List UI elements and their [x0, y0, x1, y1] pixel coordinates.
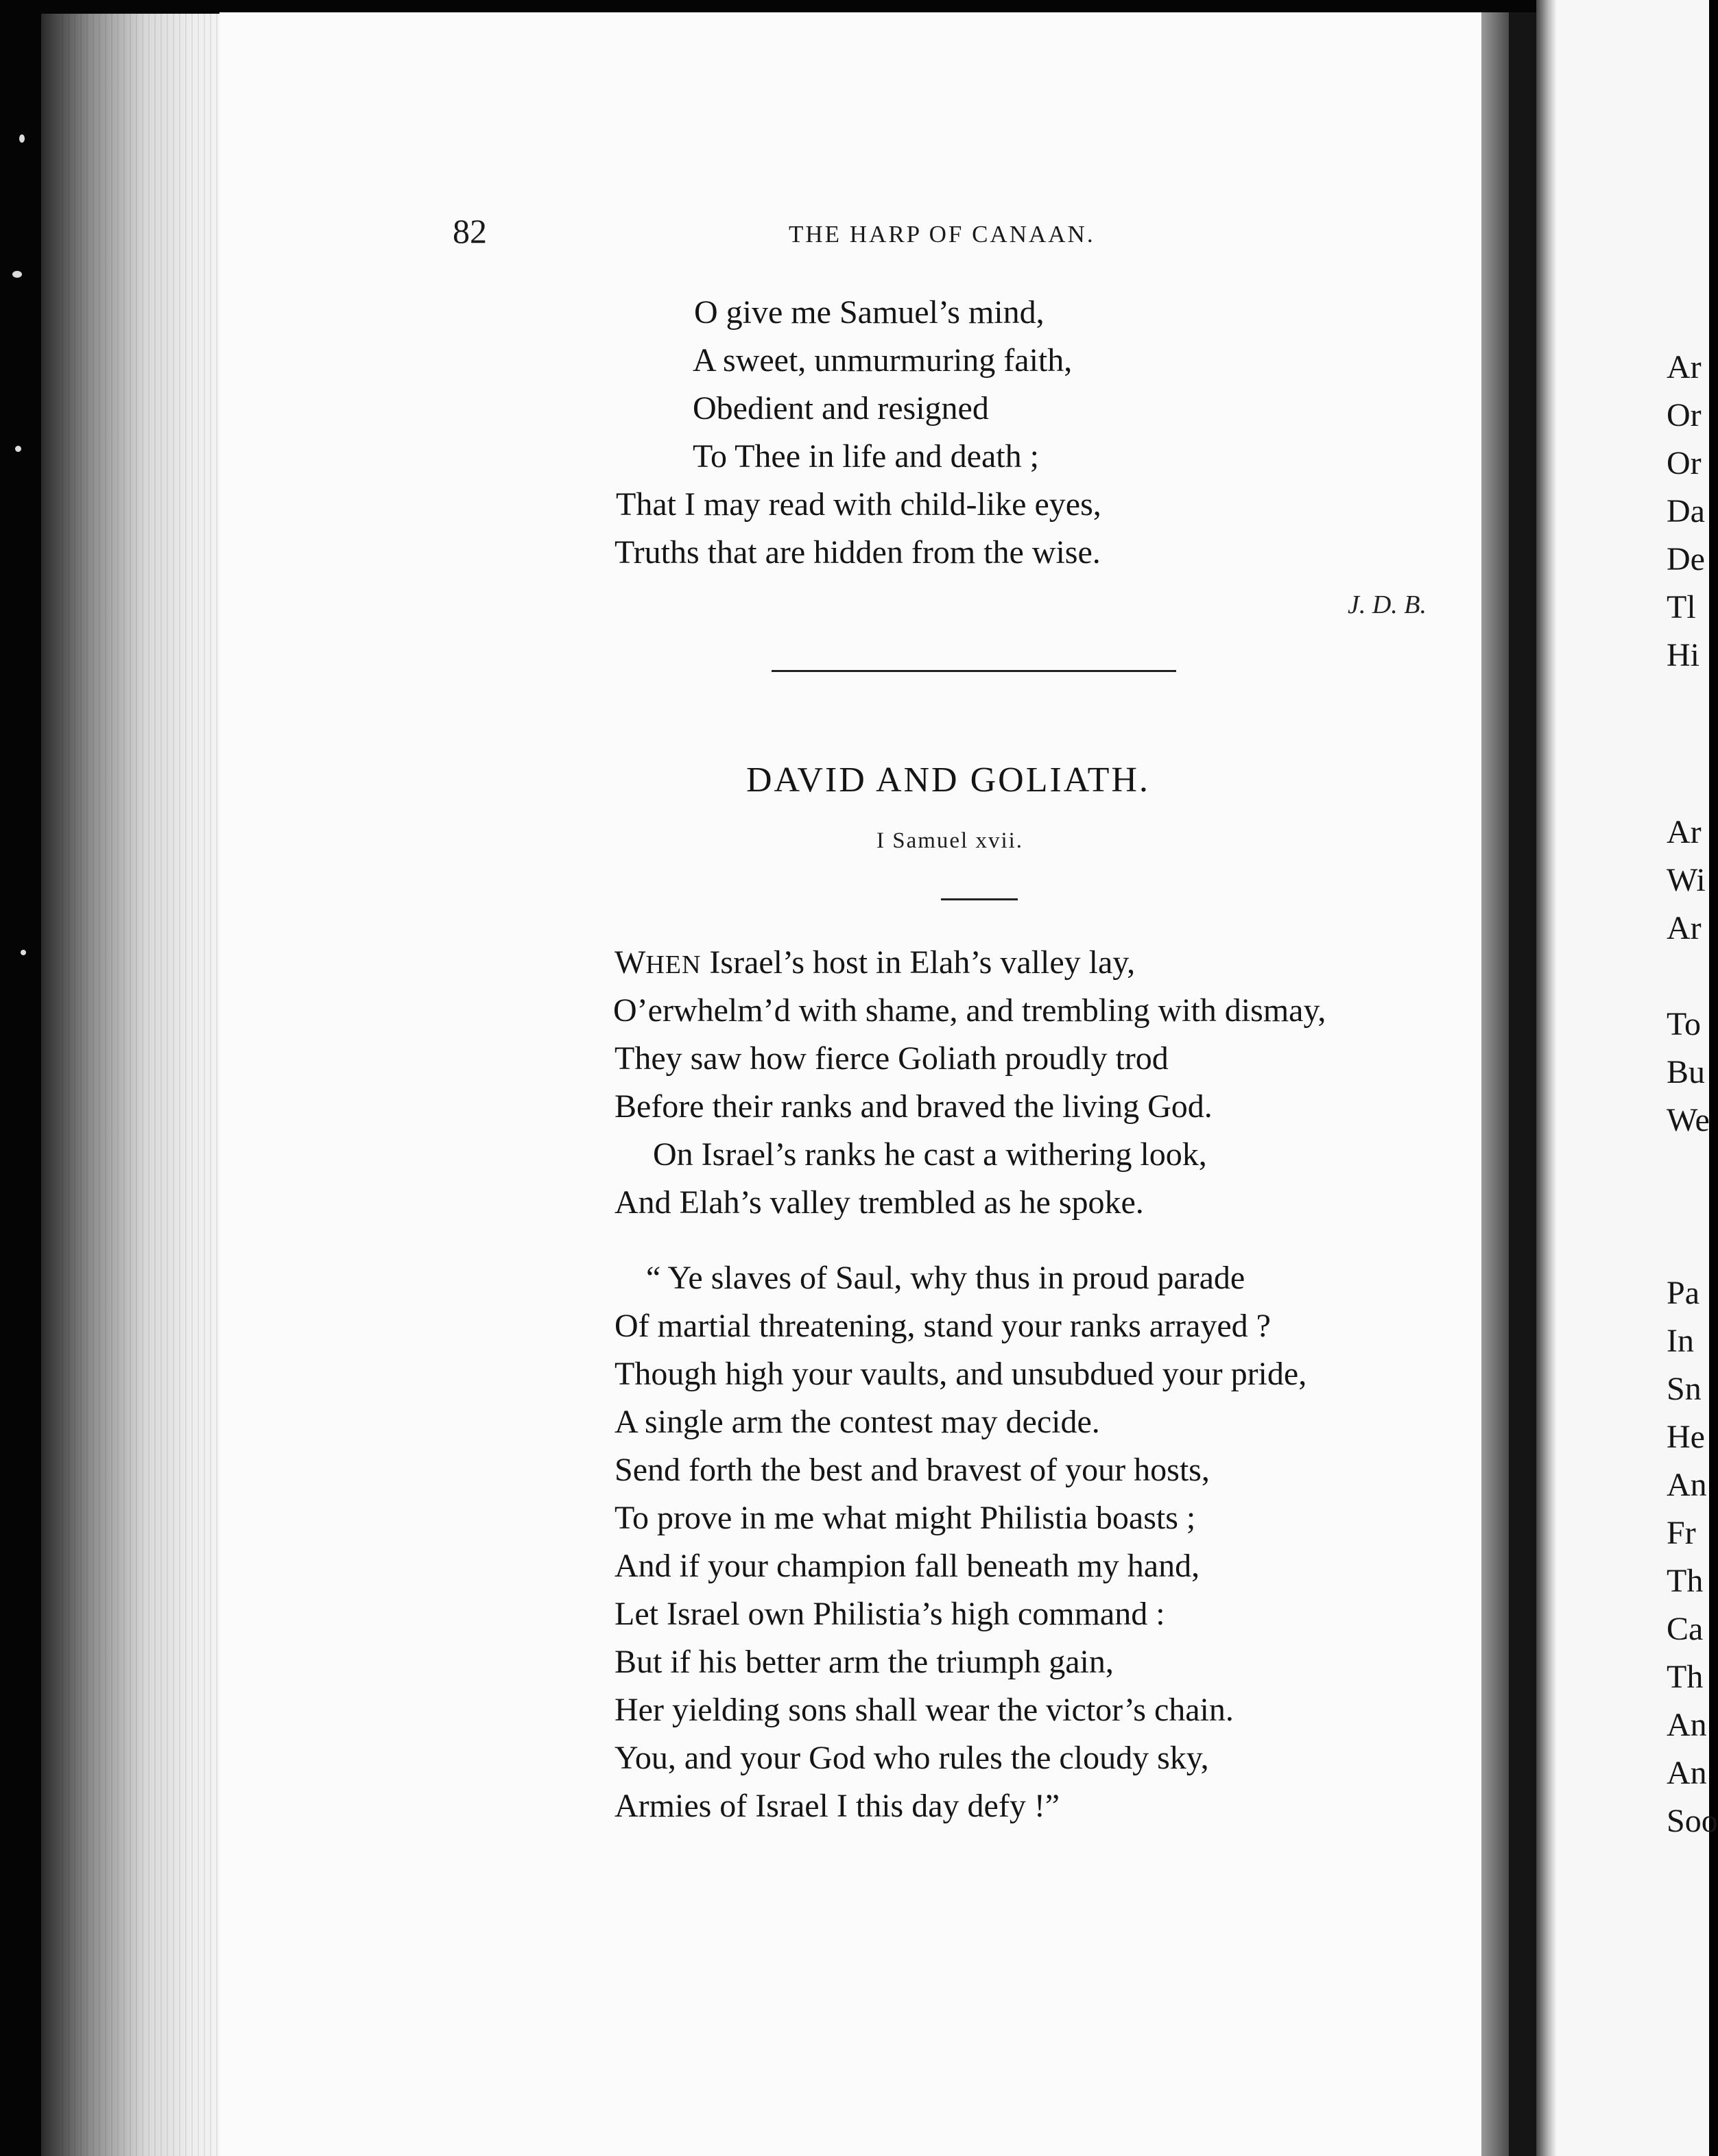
poem-line: Obedient and resigned: [693, 390, 989, 427]
poem-line: A sweet, unmurmuring faith,: [693, 342, 1073, 379]
poem-line: Let Israel own Philistia’s high command :: [615, 1596, 1165, 1632]
poem-line: A single arm the contest may decide.: [615, 1404, 1100, 1440]
next-page-fragment: Tl: [1667, 589, 1696, 625]
poem-line: [615, 946, 1135, 979]
next-page-fragment: Th: [1667, 1563, 1704, 1599]
poem-line: Truths that are hidden from the wise.: [615, 534, 1101, 571]
next-page-fragment: We: [1667, 1102, 1710, 1138]
next-page-fragment: Pa: [1667, 1275, 1699, 1311]
poem-line: And if your champion fall beneath my hand,: [615, 1548, 1200, 1584]
next-page-fragment: To: [1667, 1006, 1701, 1042]
next-page-fragment: An: [1667, 1755, 1707, 1791]
poem-line: O’erwhelm’d with shame, and trembling with dismay,: [613, 992, 1326, 1029]
line-text: Israel’s host in Elah’s valley lay,: [701, 944, 1136, 981]
next-page-fragment: Wi: [1667, 862, 1706, 898]
poem-line: And Elah’s valley trembled as he spoke.: [615, 1184, 1144, 1221]
poem-line: They saw how fierce Goliath proudly trod: [615, 1040, 1169, 1077]
poem-line: Send forth the best and bravest of your hosts,: [615, 1452, 1210, 1488]
poem-line: To Thee in life and death ;: [693, 438, 1039, 475]
book-page: [219, 12, 1488, 2156]
poem-line: Though high your vaults, and unsubdued your pride,: [615, 1356, 1307, 1392]
book-gutter-shadow: [1509, 12, 1540, 2156]
poem-line: Before their ranks and braved the living God.: [615, 1088, 1213, 1125]
poem-line: To prove in me what might Philistia boasts ;: [615, 1500, 1196, 1536]
next-page-fragment: In: [1667, 1323, 1694, 1359]
next-page-fragment: Sn: [1667, 1371, 1702, 1407]
next-page-fragment: Th: [1667, 1659, 1704, 1695]
poem-line: Armies of Israel I this day defy !”: [615, 1788, 1060, 1824]
scan-speck: [19, 134, 25, 143]
poem-title: DAVID AND GOLIATH.: [746, 760, 1150, 800]
next-page-fragment: Hi: [1667, 637, 1699, 673]
next-page-fragment: Bu: [1667, 1054, 1706, 1090]
next-page-fragment: Or: [1667, 445, 1702, 481]
next-page-fragment: He: [1667, 1419, 1705, 1455]
next-page-fragment: Ar: [1667, 910, 1702, 946]
small-caps-rest: HEN: [645, 950, 702, 979]
next-page-fragment: Ar: [1667, 814, 1702, 850]
poem-reference: I Samuel xvii.: [876, 828, 1024, 853]
poem-line: “ Ye slaves of Saul, why thus in proud parade: [646, 1260, 1245, 1296]
poem-line: But if his better arm the triumph gain,: [615, 1644, 1114, 1680]
poem-line: O give me Samuel’s mind,: [694, 294, 1045, 331]
next-page-fragment: Ca: [1667, 1611, 1704, 1647]
poem-attribution: J. D. B.: [1348, 590, 1427, 619]
next-page-fragment: Or: [1667, 397, 1702, 433]
next-page-fragment: Soo: [1667, 1803, 1718, 1839]
poem-line: Her yielding sons shall wear the victor’s chain.: [615, 1692, 1234, 1728]
section-divider: [772, 670, 1176, 672]
next-page-fragment: Fr: [1667, 1515, 1696, 1551]
poem-line: You, and your God who rules the cloudy sky,: [615, 1740, 1209, 1776]
next-page-fragment: Ar: [1667, 349, 1702, 385]
scan-speck: [15, 446, 21, 452]
next-page-shadow: [1536, 0, 1557, 2156]
poem-line: On Israel’s ranks he cast a withering look,: [653, 1136, 1207, 1173]
next-page-fragment: An: [1667, 1707, 1707, 1743]
title-rule: [941, 898, 1018, 900]
running-title: THE HARP OF CANAAN.: [789, 221, 1095, 248]
next-page-fragment: An: [1667, 1467, 1707, 1503]
next-page-fragment: Da: [1667, 493, 1705, 529]
page-number: 82: [453, 212, 487, 250]
book-page-edge-lines: [62, 14, 219, 2156]
next-page-fragment: De: [1667, 541, 1705, 577]
small-caps-initial: W: [615, 944, 646, 981]
poem-line: Of martial threatening, stand your ranks arrayed ?: [615, 1308, 1271, 1344]
scan-speck: [21, 950, 26, 955]
scan-speck: [12, 271, 22, 278]
poem-line: That I may read with child-like eyes,: [616, 486, 1101, 523]
